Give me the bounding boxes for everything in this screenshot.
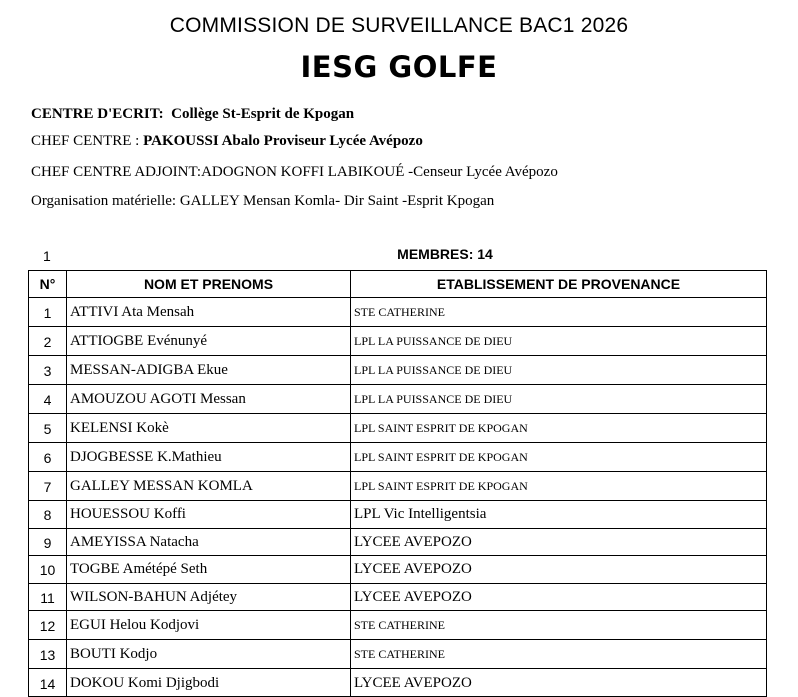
table-row [29, 640, 767, 669]
member-school: STE CATHERINE [351, 298, 767, 327]
member-school: STE CATHERINE [351, 611, 767, 640]
member-school: LPL SAINT ESPRIT DE KPOGAN [351, 443, 767, 472]
chef-value: PAKOUSSI Abalo Proviseur Lycée Avépozo [143, 133, 423, 149]
member-name: DOKOU Komi Djigbodi [67, 669, 351, 697]
member-name: TOGBE Amétépé Seth [67, 556, 351, 584]
row-number: 5 [29, 414, 67, 443]
members-count: MEMBRES: 14 [397, 246, 493, 262]
table-row [29, 443, 767, 472]
table-row [29, 669, 767, 697]
member-school: LPL SAINT ESPRIT DE KPOGAN [351, 414, 767, 443]
member-school: STE CATHERINE [351, 640, 767, 669]
member-name: EGUI Helou Kodjovi [67, 611, 351, 640]
table-body [29, 298, 767, 697]
table-row [29, 414, 767, 443]
row-number: 1 [29, 298, 67, 327]
member-name: AMEYISSA Natacha [67, 528, 351, 556]
row-number: 8 [29, 501, 67, 529]
member-school: LYCEE AVEPOZO [351, 583, 767, 611]
member-school: LPL LA PUISSANCE DE DIEU [351, 356, 767, 385]
chef-line [31, 133, 423, 150]
member-name: WILSON-BAHUN Adjétey [67, 583, 351, 611]
row-number: 12 [29, 611, 67, 640]
organisation-line: Organisation matérielle: GALLEY Mensan Komla- Dir Saint -Esprit Kpogan [31, 193, 495, 209]
header-number: N° [29, 271, 67, 298]
centre-value: Collège St-Esprit de Kpogan [171, 106, 355, 122]
member-name: ATTIOGBE Evénunyé [67, 327, 351, 356]
member-school: LPL LA PUISSANCE DE DIEU [351, 327, 767, 356]
table-row [29, 556, 767, 584]
member-school: LYCEE AVEPOZO [351, 669, 767, 697]
row-number: 9 [29, 528, 67, 556]
row-number: 11 [29, 583, 67, 611]
member-name: KELENSI Kokè [67, 414, 351, 443]
member-name: GALLEY MESSAN KOMLA [67, 472, 351, 501]
member-name: AMOUZOU AGOTI Messan [67, 385, 351, 414]
row-number: 10 [29, 556, 67, 584]
adjoint-line: CHEF CENTRE ADJOINT:ADOGNON KOFFI LABIKOUÉ -Censeur Lycée Avépozo [31, 164, 558, 180]
list-number: 1 [43, 248, 51, 264]
row-number: 7 [29, 472, 67, 501]
member-name: ATTIVI Ata Mensah [67, 298, 351, 327]
table-row [29, 528, 767, 556]
table-row [29, 298, 767, 327]
centre-line [31, 106, 354, 123]
table-header-row [29, 271, 767, 298]
document-title: COMMISSION DE SURVEILLANCE BAC1 2026 [169, 14, 629, 37]
row-number: 14 [29, 669, 67, 697]
member-name: DJOGBESSE K.Mathieu [67, 443, 351, 472]
table-row [29, 501, 767, 529]
header-school: ETABLISSEMENT DE PROVENANCE [351, 271, 767, 298]
member-school: LPL SAINT ESPRIT DE KPOGAN [351, 472, 767, 501]
table-row [29, 385, 767, 414]
row-number: 3 [29, 356, 67, 385]
table-row [29, 356, 767, 385]
member-school: LYCEE AVEPOZO [351, 556, 767, 584]
member-name: BOUTI Kodjo [67, 640, 351, 669]
table-row [29, 327, 767, 356]
table-row [29, 472, 767, 501]
row-number: 4 [29, 385, 67, 414]
member-school: LPL Vic Intelligentsia [351, 501, 767, 529]
row-number: 6 [29, 443, 67, 472]
centre-label: CENTRE D'ECRIT: [31, 106, 164, 122]
member-name: MESSAN-ADIGBA Ekue [67, 356, 351, 385]
member-school: LPL LA PUISSANCE DE DIEU [351, 385, 767, 414]
header-name: NOM ET PRENOMS [67, 271, 351, 298]
member-school: LYCEE AVEPOZO [351, 528, 767, 556]
row-number: 13 [29, 640, 67, 669]
chef-label: CHEF CENTRE : [31, 133, 140, 149]
table-row [29, 583, 767, 611]
table-row [29, 611, 767, 640]
member-name: HOUESSOU Koffi [67, 501, 351, 529]
members-table [28, 270, 767, 697]
document-subtitle: IESG GOLFE [300, 50, 498, 84]
row-number: 2 [29, 327, 67, 356]
